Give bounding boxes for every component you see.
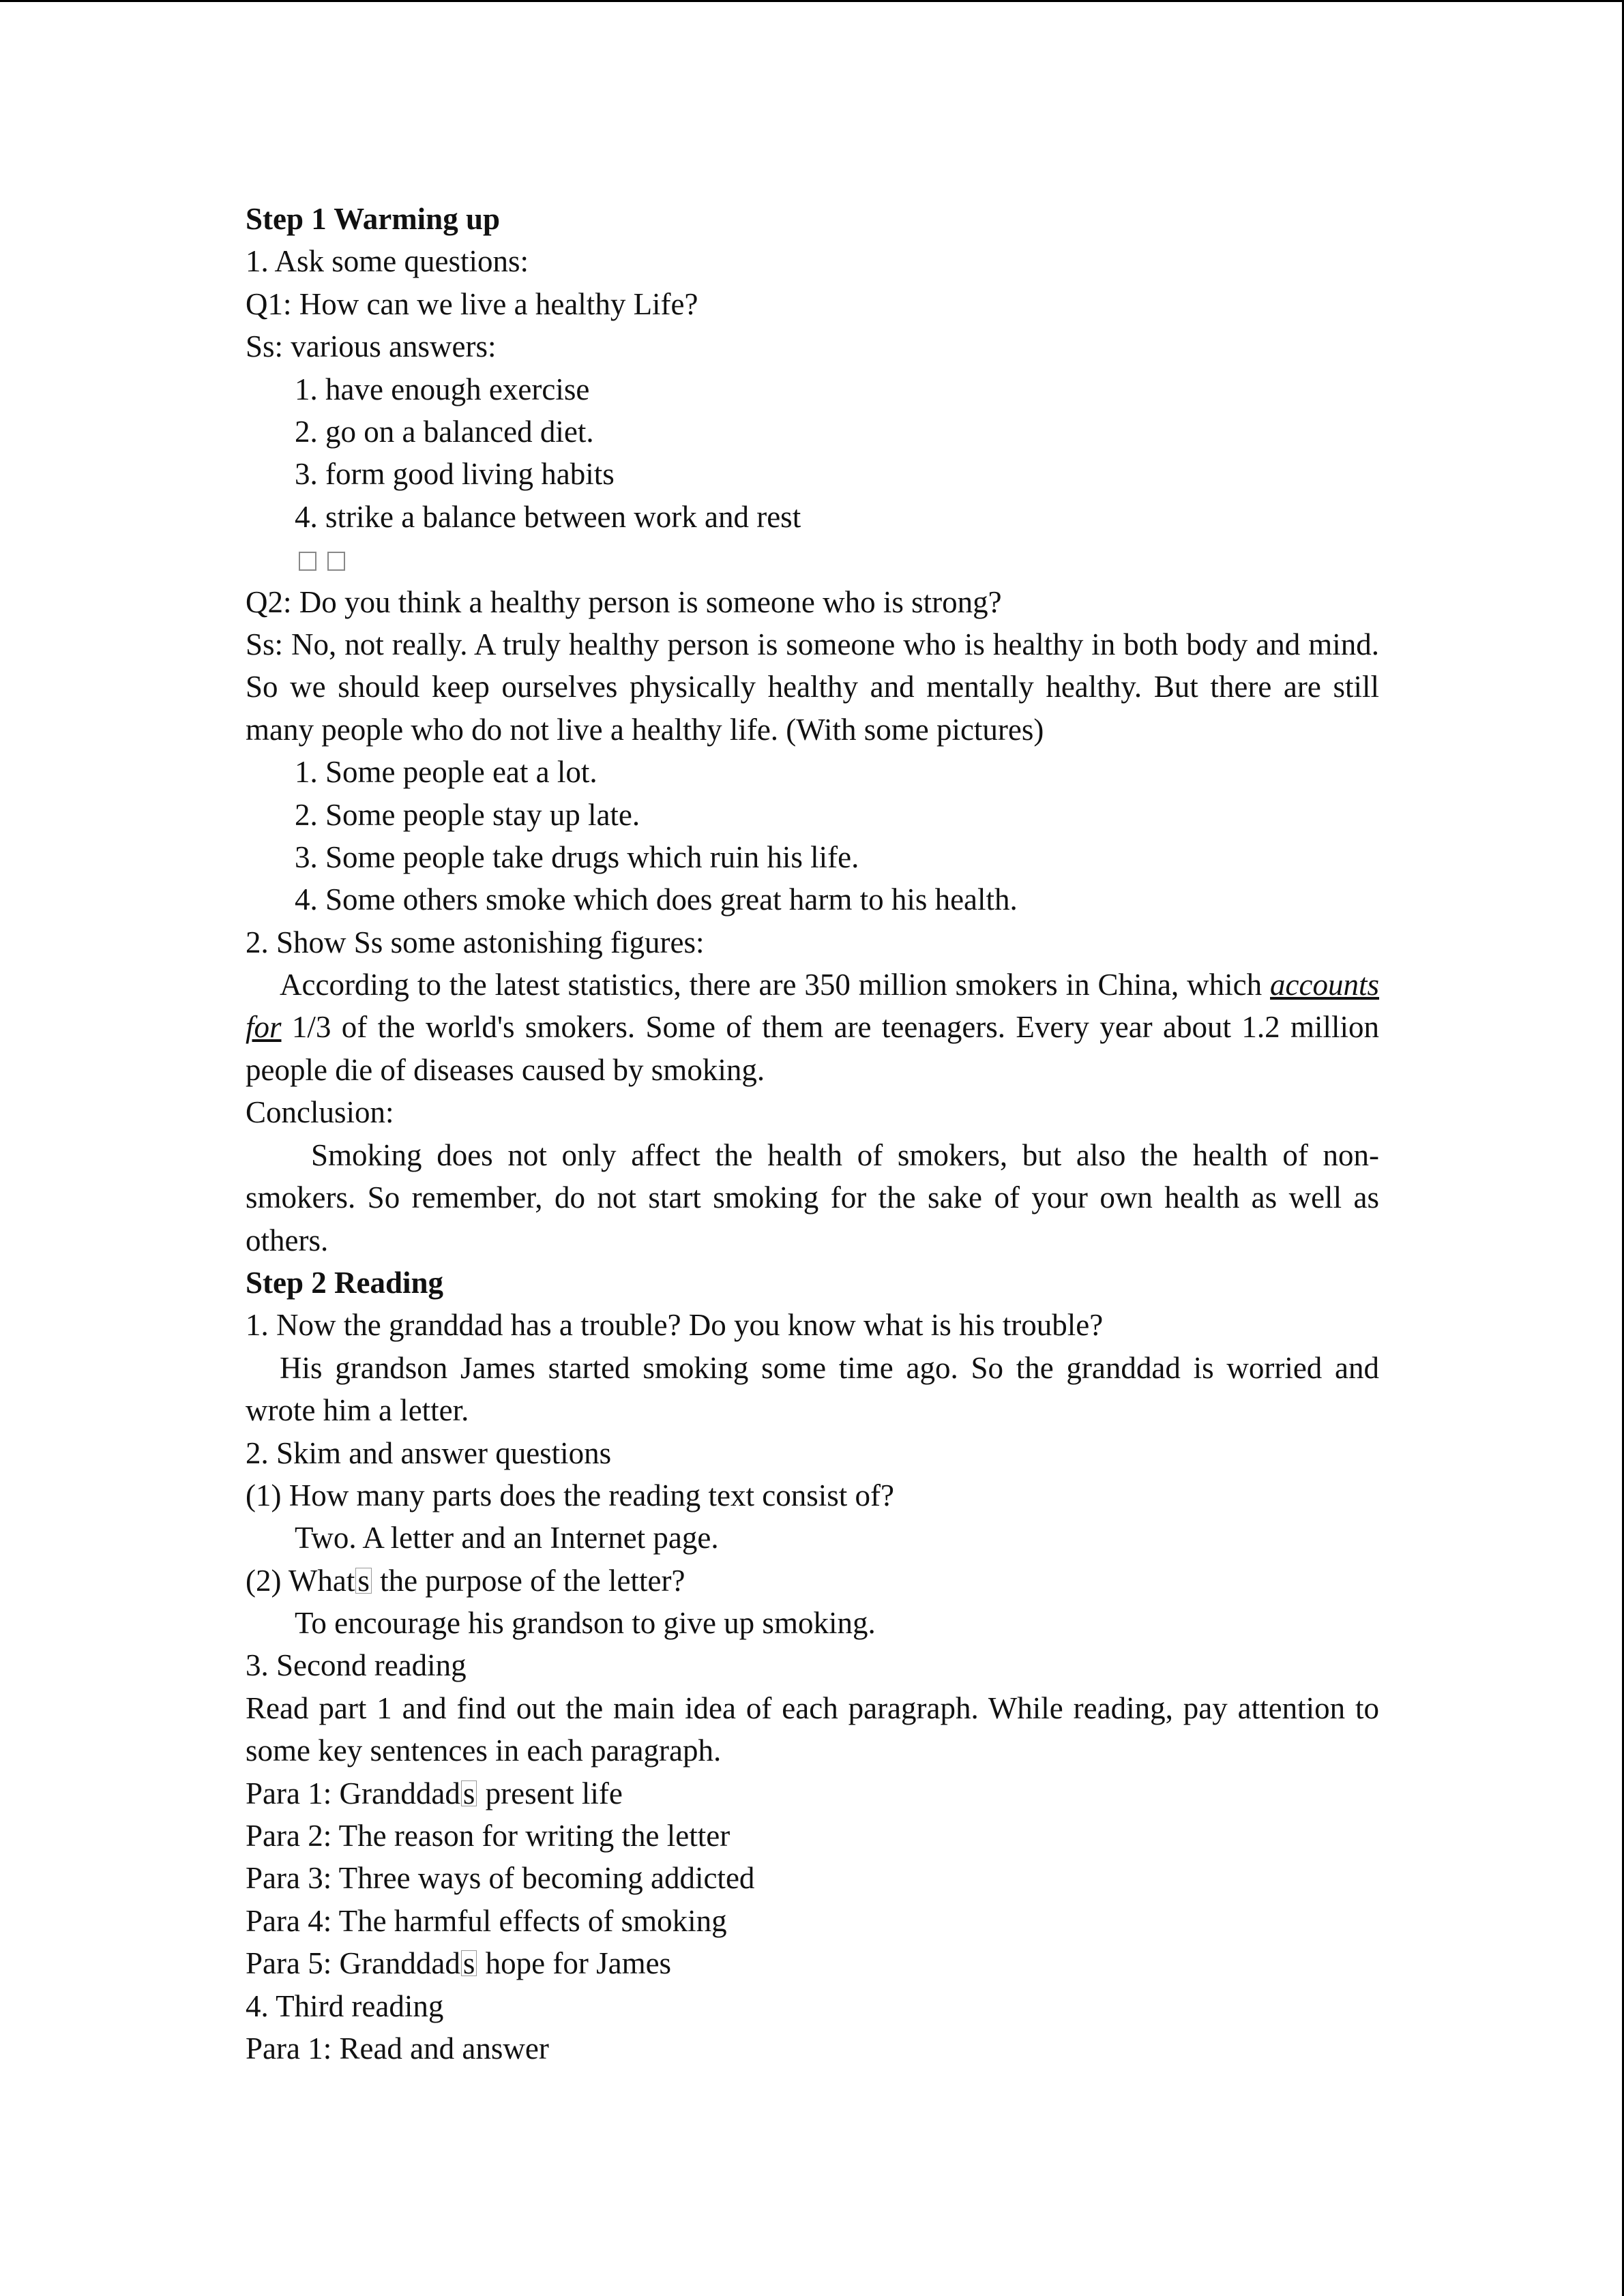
para1-end: present life: [477, 1776, 623, 1810]
step1-students-answer2: Ss: No, not really. A truly healthy person is someone who is healthy in both body and mind. So we should keep ourselves physically healthy and mentally healthy. But there are still many people who do not live a healthy life. (With some pictures): [246, 627, 1379, 747]
answer-item: 3. form good living habits: [295, 457, 615, 492]
step1-item2: 2. Show Ss some astonishing figures:: [246, 925, 705, 959]
para5-start: Para 5: Granddad: [246, 1946, 460, 1981]
question2-end: the purpose of the letter?: [372, 1563, 685, 1598]
step1-question2: Q2: Do you think a healthy person is someone who is strong?: [246, 584, 1002, 619]
step2-heading: Step 2 Reading: [246, 1265, 444, 1300]
step2-item4: 4. Third reading: [246, 1988, 444, 2023]
step1-item1: 1. Ask some questions:: [246, 244, 529, 279]
paragraph-summary-4: Para 4: The harmful effects of smoking: [246, 1903, 727, 1938]
step2-item1: 1. Now the granddad has a trouble? Do you know what is his trouble?: [246, 1308, 1104, 1343]
question2-start: (2) What: [246, 1563, 355, 1598]
para1-start: Para 1: Granddad: [246, 1776, 460, 1810]
step2-answer2: To encourage his grandson to give up smoking.: [295, 1606, 876, 1641]
example-item: 1. Some people eat a lot.: [295, 755, 597, 790]
step2-answer1: Two. A letter and an Internet page.: [295, 1521, 719, 1555]
paragraph-summary-1: [246, 1772, 1379, 1815]
step1-heading: Step 1 Warming up: [246, 202, 501, 236]
paragraph-summary-3: Para 3: Three ways of becoming addicted: [246, 1861, 755, 1896]
empty-box-icon: [327, 552, 345, 571]
paragraph-summary-2: Para 2: The reason for writing the letter: [246, 1819, 730, 1853]
example-item: 3. Some people take drugs which ruin his life.: [295, 839, 859, 874]
paragraph-summary-5: [246, 1942, 1379, 1984]
answer-item: 4. strike a balance between work and rest: [295, 499, 801, 534]
step2-item1-answer: His grandson James started smoking some time ago. So the granddad is worried and wrote him a letter.: [246, 1350, 1379, 1428]
placeholder-boxes: [246, 538, 1379, 580]
missing-glyph-box: s: [461, 1780, 477, 1806]
statistics-text-end: 1/3 of the world's smokers. Some of them are teenagers. Every year about 1.2 million people die of diseases caused by smoking.: [246, 1010, 1379, 1087]
step2-question1: (1) How many parts does the reading text consist of?: [246, 1478, 894, 1512]
step2-item3-text: Read part 1 and find out the main idea of each paragraph. While reading, pay attention to some key sentences in each paragraph.: [246, 1690, 1379, 1768]
answer-item: 2. go on a balanced diet.: [295, 414, 594, 449]
page-top-border: [0, 0, 1624, 2]
example-item: 2. Some people stay up late.: [295, 797, 640, 832]
step2-item3: 3. Second reading: [246, 1648, 467, 1683]
step2-item4-text: Para 1: Read and answer: [246, 2031, 549, 2066]
step2-question2: [246, 1560, 1379, 1602]
step1-students-answer-label: Ss: various answers:: [246, 329, 497, 364]
accounts-for-phrase: accounts for: [246, 968, 1380, 1045]
step1-question1: Q1: How can we live a healthy Life?: [246, 286, 698, 321]
missing-glyph-box: s: [355, 1568, 372, 1594]
example-item: 4. Some others smoke which does great harm to his health.: [295, 882, 1018, 917]
answer-item: 1. have enough exercise: [295, 372, 590, 406]
para5-end: hope for James: [477, 1946, 672, 1981]
statistics-text-start: According to the latest statistics, there are 350 million smokers in China, which: [280, 968, 1263, 1002]
conclusion-text: Smoking does not only affect the health of smokers, but also the health of non-smokers. So remember, do not start smoking for the sake of your own health as well as others.: [246, 1137, 1379, 1257]
conclusion-label: Conclusion:: [246, 1095, 394, 1130]
document-page: [246, 198, 1379, 2070]
step2-item2: 2. Skim and answer questions: [246, 1435, 612, 1470]
empty-box-icon: [299, 552, 316, 571]
statistics-paragraph: [246, 964, 1379, 1091]
missing-glyph-box: s: [461, 1950, 477, 1976]
